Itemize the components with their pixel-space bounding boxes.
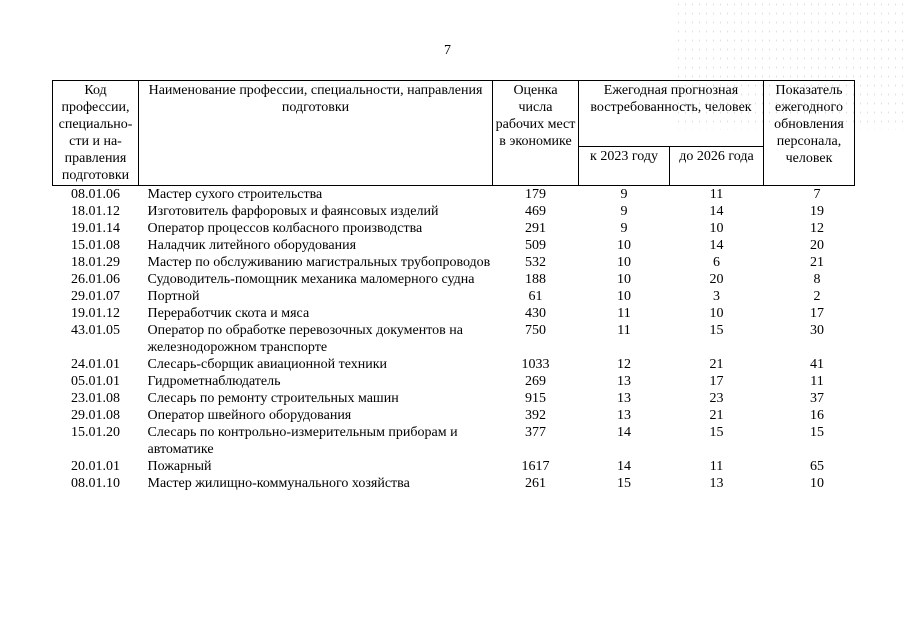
row-jobs: 377 bbox=[525, 425, 546, 440]
table-row bbox=[53, 356, 855, 373]
row-code: 08.01.06 bbox=[71, 187, 120, 202]
table-body bbox=[53, 186, 855, 493]
row-forecast-2026: 15 bbox=[709, 323, 724, 338]
row-name: Оператор процессов колбасного производства bbox=[147, 221, 423, 236]
row-renewal: 21 bbox=[810, 255, 824, 270]
row-forecast-2023: 14 bbox=[617, 459, 631, 474]
row-renewal: 37 bbox=[810, 391, 824, 406]
row-renewal: 30 bbox=[810, 323, 824, 338]
row-code: 29.01.08 bbox=[71, 408, 120, 423]
row-forecast-2026: 13 bbox=[709, 476, 724, 491]
row-name: Слесарь по контрольно-измерительным приборам и автоматике bbox=[147, 425, 458, 457]
table-row bbox=[53, 305, 855, 322]
row-code: 20.01.01 bbox=[71, 459, 120, 474]
table-row bbox=[53, 390, 855, 407]
row-code: 08.01.10 bbox=[71, 476, 120, 491]
table-row bbox=[53, 373, 855, 390]
row-name: Оператор швейного оборудования bbox=[147, 408, 352, 423]
page-number: 7 bbox=[444, 43, 451, 58]
row-forecast-2023: 9 bbox=[620, 204, 628, 219]
row-name: Гидрометнаблюдатель bbox=[147, 374, 281, 389]
header-forecast-group: Ежегодная прогнозная востребованность, человек bbox=[579, 81, 764, 147]
row-jobs: 392 bbox=[525, 408, 546, 423]
row-forecast-2026: 3 bbox=[713, 289, 720, 304]
row-name: Портной bbox=[147, 289, 200, 304]
row-jobs: 269 bbox=[525, 374, 546, 389]
row-name: Переработчик скота и мяса bbox=[147, 306, 310, 321]
row-name: Мастер по обслуживанию магистральных трубопроводов bbox=[147, 255, 491, 270]
table-row bbox=[53, 203, 855, 220]
row-forecast-2023: 9 bbox=[620, 221, 628, 236]
row-renewal: 17 bbox=[810, 306, 824, 321]
table-row bbox=[53, 186, 855, 204]
row-jobs: 61 bbox=[528, 289, 543, 304]
row-forecast-2026: 11 bbox=[709, 459, 724, 474]
row-forecast-2023: 11 bbox=[617, 323, 631, 338]
row-forecast-2023: 13 bbox=[617, 408, 631, 423]
row-renewal: 65 bbox=[810, 459, 824, 474]
row-code: 05.01.01 bbox=[71, 374, 120, 389]
table-row bbox=[53, 220, 855, 237]
row-renewal: 16 bbox=[810, 408, 824, 423]
row-jobs: 469 bbox=[525, 204, 546, 219]
row-jobs: 1033 bbox=[521, 357, 550, 372]
row-jobs: 291 bbox=[525, 221, 546, 236]
row-renewal: 2 bbox=[813, 289, 821, 304]
row-name: Мастер жилищно-коммунального хозяйства bbox=[147, 476, 410, 491]
row-forecast-2023: 10 bbox=[617, 255, 631, 270]
row-jobs: 261 bbox=[525, 476, 546, 491]
row-name: Слесарь-сборщик авиационной техники bbox=[147, 357, 388, 372]
row-code: 43.01.05 bbox=[71, 323, 120, 338]
row-renewal: 20 bbox=[810, 238, 824, 253]
row-jobs: 179 bbox=[525, 187, 546, 202]
row-forecast-2023: 11 bbox=[617, 306, 631, 321]
row-forecast-2023: 10 bbox=[617, 272, 631, 287]
row-renewal: 8 bbox=[813, 272, 821, 287]
row-forecast-2026: 21 bbox=[709, 357, 724, 372]
row-forecast-2023: 15 bbox=[617, 476, 631, 491]
row-name: Наладчик литейного оборудования bbox=[147, 238, 357, 253]
row-jobs: 750 bbox=[525, 323, 546, 338]
row-forecast-2023: 12 bbox=[617, 357, 631, 372]
row-forecast-2026: 11 bbox=[709, 187, 724, 202]
row-forecast-2026: 14 bbox=[709, 204, 724, 219]
row-jobs: 188 bbox=[525, 272, 546, 287]
row-code: 24.01.01 bbox=[71, 357, 120, 372]
row-forecast-2026: 10 bbox=[709, 306, 724, 321]
header-forecast-2026: до 2026 года bbox=[670, 147, 764, 186]
row-forecast-2023: 10 bbox=[617, 238, 631, 253]
row-jobs: 430 bbox=[525, 306, 546, 321]
table-row bbox=[53, 458, 855, 475]
row-jobs: 509 bbox=[525, 238, 546, 253]
row-jobs: 1617 bbox=[521, 459, 550, 474]
table-row bbox=[53, 271, 855, 288]
row-name: Пожарный bbox=[147, 459, 212, 474]
row-forecast-2023: 9 bbox=[620, 187, 628, 202]
row-code: 23.01.08 bbox=[71, 391, 120, 406]
table-row bbox=[53, 424, 855, 458]
row-renewal: 10 bbox=[810, 476, 824, 491]
row-code: 18.01.12 bbox=[71, 204, 120, 219]
header-row bbox=[53, 81, 855, 147]
row-name: Слесарь по ремонту строительных машин bbox=[147, 391, 399, 406]
row-code: 26.01.06 bbox=[71, 272, 120, 287]
row-renewal: 15 bbox=[810, 425, 824, 440]
row-code: 18.01.29 bbox=[71, 255, 120, 270]
header-jobs: Оценка числа рабочих мест в экономике bbox=[493, 81, 579, 186]
row-forecast-2023: 13 bbox=[617, 374, 631, 389]
row-forecast-2023: 14 bbox=[617, 425, 631, 440]
row-jobs: 532 bbox=[525, 255, 546, 270]
header-code: Код профессии, специально-сти и на-правления подготовки bbox=[53, 81, 139, 186]
row-renewal: 12 bbox=[810, 221, 824, 236]
row-renewal: 7 bbox=[813, 187, 821, 202]
row-forecast-2026: 15 bbox=[709, 425, 724, 440]
row-code: 19.01.12 bbox=[71, 306, 120, 321]
row-forecast-2023: 13 bbox=[617, 391, 631, 406]
row-name: Оператор по обработке перевозочных документов на железнодорожном транспорте bbox=[147, 323, 463, 355]
row-renewal: 11 bbox=[810, 374, 824, 389]
row-name: Мастер сухого строительства bbox=[147, 187, 323, 202]
table-row bbox=[53, 237, 855, 254]
row-jobs: 915 bbox=[525, 391, 546, 406]
profession-demand-table bbox=[52, 80, 855, 492]
row-name: Судоводитель-помощник механика маломерного судна bbox=[147, 272, 475, 287]
row-forecast-2026: 6 bbox=[713, 255, 720, 270]
table-row bbox=[53, 288, 855, 305]
header-name: Наименование профессии, специальности, направления подготовки bbox=[139, 81, 493, 186]
row-code: 15.01.20 bbox=[71, 425, 120, 440]
row-name: Изготовитель фарфоровых и фаянсовых изделий bbox=[147, 204, 439, 219]
table-row bbox=[53, 254, 855, 271]
row-forecast-2026: 14 bbox=[709, 238, 724, 253]
header-forecast-2023: к 2023 году bbox=[579, 147, 670, 186]
table-row bbox=[53, 322, 855, 356]
table-row bbox=[53, 407, 855, 424]
row-forecast-2023: 10 bbox=[617, 289, 631, 304]
row-renewal: 19 bbox=[810, 204, 824, 219]
row-forecast-2026: 21 bbox=[709, 408, 724, 423]
row-forecast-2026: 20 bbox=[709, 272, 724, 287]
header-renewal: Показатель ежегодного обновления персонала, человек bbox=[764, 81, 855, 186]
table-row bbox=[53, 475, 855, 492]
row-forecast-2026: 17 bbox=[709, 374, 724, 389]
row-renewal: 41 bbox=[810, 357, 824, 372]
row-forecast-2026: 23 bbox=[709, 391, 724, 406]
row-code: 15.01.08 bbox=[71, 238, 120, 253]
row-code: 29.01.07 bbox=[71, 289, 120, 304]
row-forecast-2026: 10 bbox=[709, 221, 724, 236]
row-code: 19.01.14 bbox=[71, 221, 120, 236]
